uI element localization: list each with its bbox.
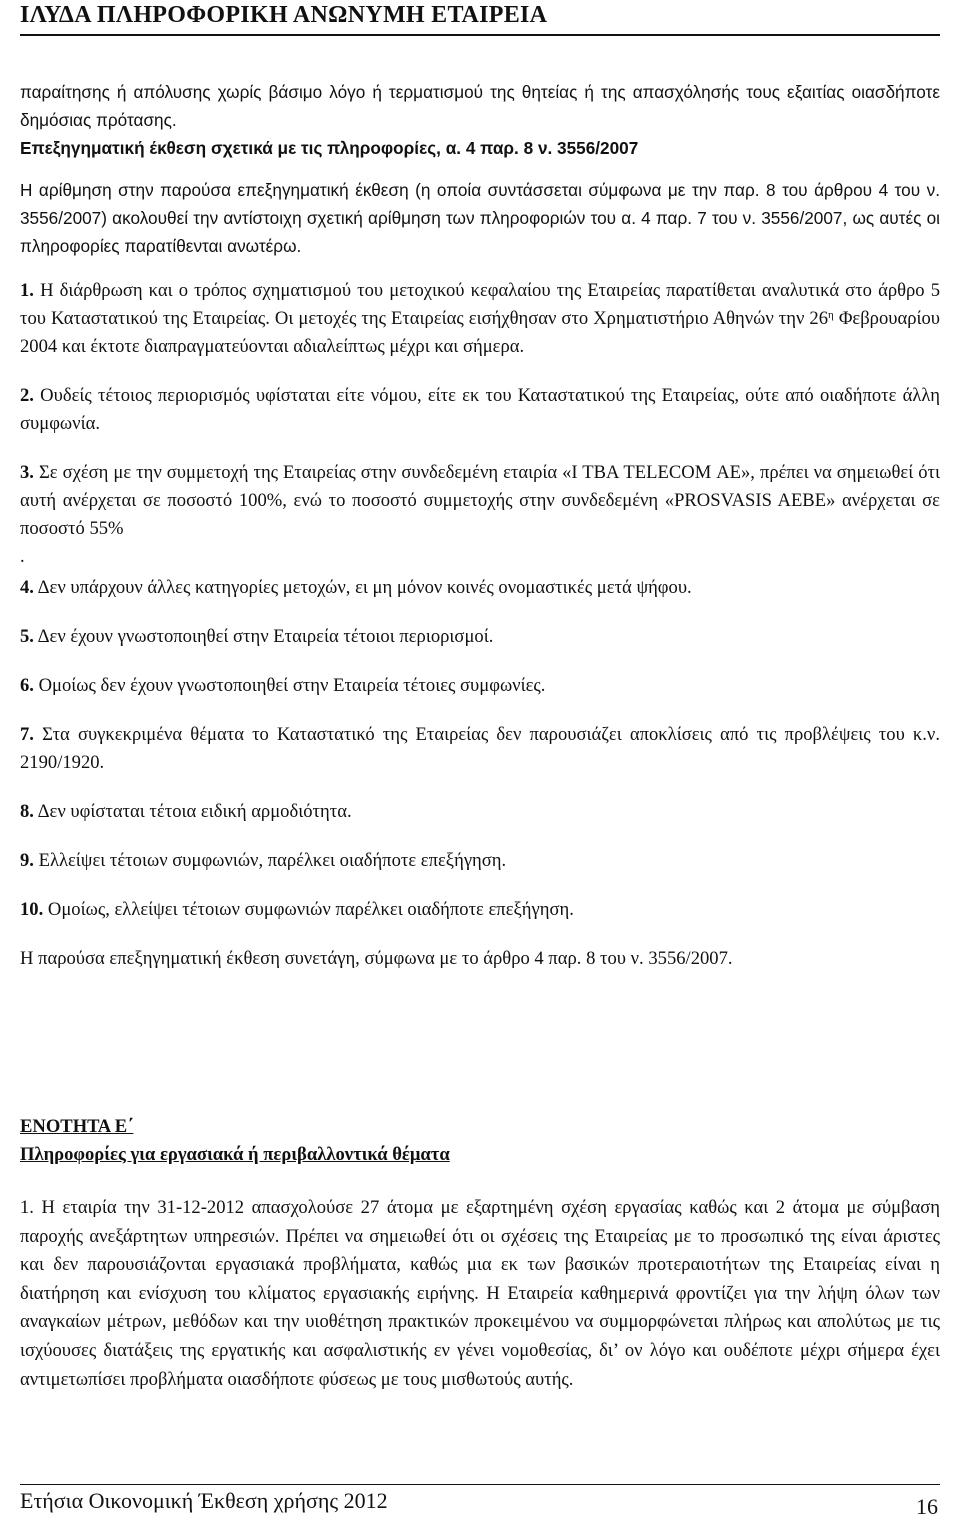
item-2-number: 2.	[20, 385, 34, 406]
footer-title: Ετήσια Οικονομική Έκθεση χρήσης 2012	[20, 1488, 388, 1513]
section-subtitle-text: Πληροφορίες για εργασιακά ή περιβαλλοντικά θέματα	[20, 1144, 450, 1165]
item-8	[20, 798, 940, 826]
item-7-number: 7.	[20, 724, 34, 745]
item-5	[20, 623, 940, 651]
item-2	[20, 382, 940, 438]
item-4	[20, 574, 940, 602]
item-10-number: 10.	[20, 899, 44, 920]
section-header	[20, 1113, 940, 1169]
main-text	[20, 78, 940, 973]
item-9-text: Ελλείψει τέτοιων συμφωνιών, παρέλκει οιαδήποτε επεξήγηση.	[33, 850, 507, 871]
explanatory-paragraph: Η αρίθμηση στην παρούσα επεξηγηματική έκθεση (η οποία συντάσσεται σύμφωνα με την παρ. 8 του άρθρου 4 του ν. 3556/2007) ακολουθεί την αντίστοιχη σχετική αρίθμηση των πληροφοριών του α. 4 παρ. 7 του ν. 3556/2007, ως αυτές οι πληροφορίες παρατίθενται ανωτέρω.	[20, 180, 940, 256]
item-6-text: Ομοίως δεν έχουν γνωστοποιηθεί στην Εταιρεία τέτοιες συμφωνίες.	[33, 675, 546, 696]
item-1-text-a: Η διάρθρωση και ο τρόπος σχηματισμού του μετοχικού κεφαλαίου της Εταιρείας παρατίθεται αναλυτικά στο άρθρο 5 του Καταστατικού της Εταιρείας. Οι μετοχές της Εταιρείας εισήχθησαν στο Χρηματιστήριο Αθηνών την 26	[20, 280, 940, 329]
item-3-trailing-dot: .	[20, 546, 25, 567]
item-3-text: Σε σχέση με την συμμετοχή της Εταιρείας στην συνδεδεμένη εταιρία «Ι ΤΒΑ TELECOM ΑΕ», πρέπει να σημειωθεί ότι αυτή ανέρχεται σε ποσοστό 100%, ενώ το ποσοστό συμμετοχής στην συνδεδεμένη «PROSVASIS AEBE» ανέρχεται σε ποσοστό 55%	[20, 462, 940, 539]
item-4-number: 4.	[20, 577, 34, 598]
section-title-text: ΕΝΟΤΗΤΑ Ε΄	[20, 1116, 134, 1137]
item-6-number: 6.	[20, 675, 34, 696]
explanatory-heading-text: Επεξηγηματική έκθεση σχετικά με τις πληροφορίες, α. 4 παρ. 8 ν. 3556/2007	[20, 138, 639, 158]
section-subtitle	[20, 1141, 940, 1169]
item-1-number: 1.	[20, 280, 34, 301]
intro-block	[20, 78, 940, 260]
item-1-superscript: η	[828, 309, 834, 321]
item-4-text: Δεν υπάρχουν άλλες κατηγορίες μετοχών, ει μη μόνον κοινές ονομαστικές μετά ψήφου.	[33, 577, 692, 598]
closing-statement: Η παρούσα επεξηγηματική έκθεση συνετάγη, σύμφωνα με το άρθρο 4 παρ. 8 του ν. 3556/2007.	[20, 948, 733, 969]
section-item-1-paragraph	[20, 1194, 940, 1394]
item-7-text: Στα συγκεκριμένα θέματα το Καταστατικό της Εταιρείας δεν παρουσιάζει αποκλίσεις από τις προβλέψεις του κ.ν. 2190/1920.	[20, 724, 940, 773]
item-6	[20, 672, 940, 700]
item-1	[20, 277, 940, 361]
section-title	[20, 1113, 940, 1141]
item-10-text: Ομοίως, ελλείψει τέτοιων συμφωνιών παρέλκει οιαδήποτε επεξήγηση.	[43, 899, 574, 920]
item-10	[20, 896, 940, 924]
section-item-1-text: Η εταιρία την 31-12-2012 απασχολούσε 27 άτομα με εξαρτημένη σχέση εργασίας καθώς και 2 άτομα με σύμβαση παροχής ανεξάρτητων υπηρεσιών. Πρέπει να σημειωθεί ότι οι σχέσεις της Εταιρείας με το προσωπικό της είναι άριστες και δεν παρουσιάζονται εργασιακά προβλήματα, καθώς μια εκ των βασικών προτεραιοτήτων της Εταιρείας είναι η διατήρηση και ενίσχυση του κλίματος εργασιακής ειρήνης. Η Εταιρεία καθημερινά φροντίζει για την λήψη όλων των αναγκαίων μέτρων, μεθόδων και την υιοθέτηση πρακτικών προκειμένου να συμμορφώνεται πλήρως και απολύτως με τις ισχύουσες διατάξεις της εργατικής και ασφαλιστικής εν γένει νομοθεσίας, δι’ ον λόγο και ουδέποτε μέχρι σήμερα έχει αντιμετωπίσει προβλήματα οιασδήποτε φύσεως με τους μισθωτούς αυτής.	[20, 1197, 940, 1390]
page-header: ΙΛΥΔΑ ΠΛΗΡΟΦΟΡΙΚΗ ΑΝΩΝΥΜΗ ΕΤΑΙΡΕΙΑ	[20, 2, 548, 28]
item-1-text-b: Φεβρουαρίου 2004 και έκτοτε διαπραγματεύονται αδιαλείπτως μέχρι και σήμερα.	[20, 308, 940, 357]
section-item-1-number: 1.	[20, 1197, 34, 1218]
item-9	[20, 847, 940, 875]
item-9-number: 9.	[20, 850, 34, 871]
intro-continuation: παραίτησης ή απόλυσης χωρίς βάσιμο λόγο ή τερματισμού της θητείας ή της απασχόλησής τους εξαιτίας οιασδήποτε δημόσιας πρότασης.	[20, 82, 940, 130]
item-5-number: 5.	[20, 626, 34, 647]
section-item-1	[20, 1194, 940, 1394]
item-3-number: 3.	[20, 462, 34, 483]
item-8-number: 8.	[20, 801, 34, 822]
item-5-text: Δεν έχουν γνωστοποιηθεί στην Εταιρεία τέτοιοι περιορισμοί.	[33, 626, 494, 647]
item-3	[20, 459, 940, 571]
page-number: 16	[916, 1494, 938, 1519]
explanatory-heading	[20, 134, 940, 162]
item-7	[20, 721, 940, 777]
item-8-text: Δεν υφίσταται τέτοια ειδική αρμοδιότητα.	[33, 801, 352, 822]
footer-divider	[20, 1484, 940, 1485]
header-divider	[20, 34, 940, 36]
item-2-text: Ουδείς τέτοιος περιορισμός υφίσταται είτε νόμου, είτε εκ του Καταστατικού της Εταιρείας, ούτε από οιαδήποτε άλλη συμφωνία.	[20, 385, 940, 434]
